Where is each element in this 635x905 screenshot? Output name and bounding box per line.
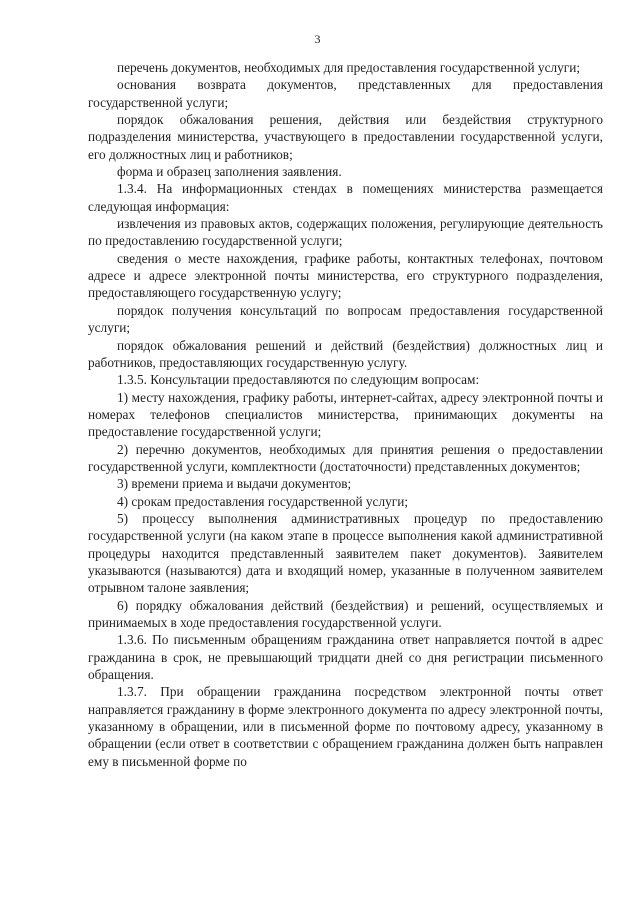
section-1-3-4: 1.3.4. На информационных стендах в помещениях министерства размещается следующая информация: bbox=[88, 181, 603, 214]
paragraph: основания возврата документов, представленных для предоставления государственной услуги; bbox=[88, 77, 603, 110]
section-1-3-6: 1.3.6. По письменным обращениям гражданина ответ направляется почтой в адрес гражданина в срок, не превышающий тридцати дней со дня регистрации письменного обращения. bbox=[88, 632, 603, 683]
section-1-3-7: 1.3.7. При обращении гражданина посредством электронной почты ответ направляется гражданину в форме электронного документа по адресу электронной почты, указанному в обращении, или в письменной форме по почтовому адресу, указанному в обращении (если ответ в соответствии с обращением гражданина должен быть направлен ему в письменной форме по bbox=[88, 684, 603, 769]
section-1-3-5: 1.3.5. Консультации предоставляются по следующим вопросам: bbox=[117, 372, 480, 388]
page-number: 3 bbox=[314, 32, 321, 46]
paragraph: порядок обжалования решений и действий (бездействия) должностных лиц и работников, предоставляющих государственную услугу. bbox=[88, 337, 603, 370]
paragraph: порядок получения консультаций по вопросам предоставления государственной услуги; bbox=[88, 302, 603, 336]
document-body bbox=[88, 59, 603, 770]
paragraph: извлечения из правовых актов, содержащих положения, регулирующие деятельность по предоставлению государственной услуги; bbox=[88, 216, 603, 249]
paragraph: сведения о месте нахождения, графике работы, контактных телефонах, почтовом адресе и адресе электронной почты министерства, его структурного подразделения, предоставляющего государственную услугу; bbox=[88, 250, 603, 301]
list-item: 4) срокам предоставления государственной услуги; bbox=[117, 493, 409, 509]
list-item: 6) порядку обжалования действий (бездействия) и решений, осуществляемых и принимаемых в ходе предоставления государственной услуги. bbox=[88, 597, 603, 630]
list-item: 1) месту нахождения, графику работы, интернет-сайтах, адресу электронной почты и номерах телефонов специалистов министерства, принимающих документы на предоставление государственной услуги; bbox=[88, 389, 603, 440]
list-item: 2) перечню документов, необходимых для принятия решения о предоставлении государственной услуги, комплектности (достаточности) представленных документов; bbox=[88, 441, 603, 474]
paragraph: порядок обжалования решения, действия или бездействия структурного подразделения министерства, участвующего в предоставлении государственной услуги, его должностных лиц и работников; bbox=[88, 112, 603, 162]
paragraph: форма и образец заполнения заявления. bbox=[117, 164, 342, 180]
list-item: 3) времени приема и выдачи документов; bbox=[117, 476, 352, 492]
list-item: 5) процессу выполнения административных процедур по предоставлению государственной услуги (на каком этапе в процессе выполнения какой административной процедуры находится представленный заявителем пакет документов). Заявителем указываются (называются) дата и входящий номер, указанные в полученном заявителем отрывном талоне заявления; bbox=[88, 510, 603, 596]
paragraph: перечень документов, необходимых для предоставления государственной услуги; bbox=[117, 60, 581, 75]
